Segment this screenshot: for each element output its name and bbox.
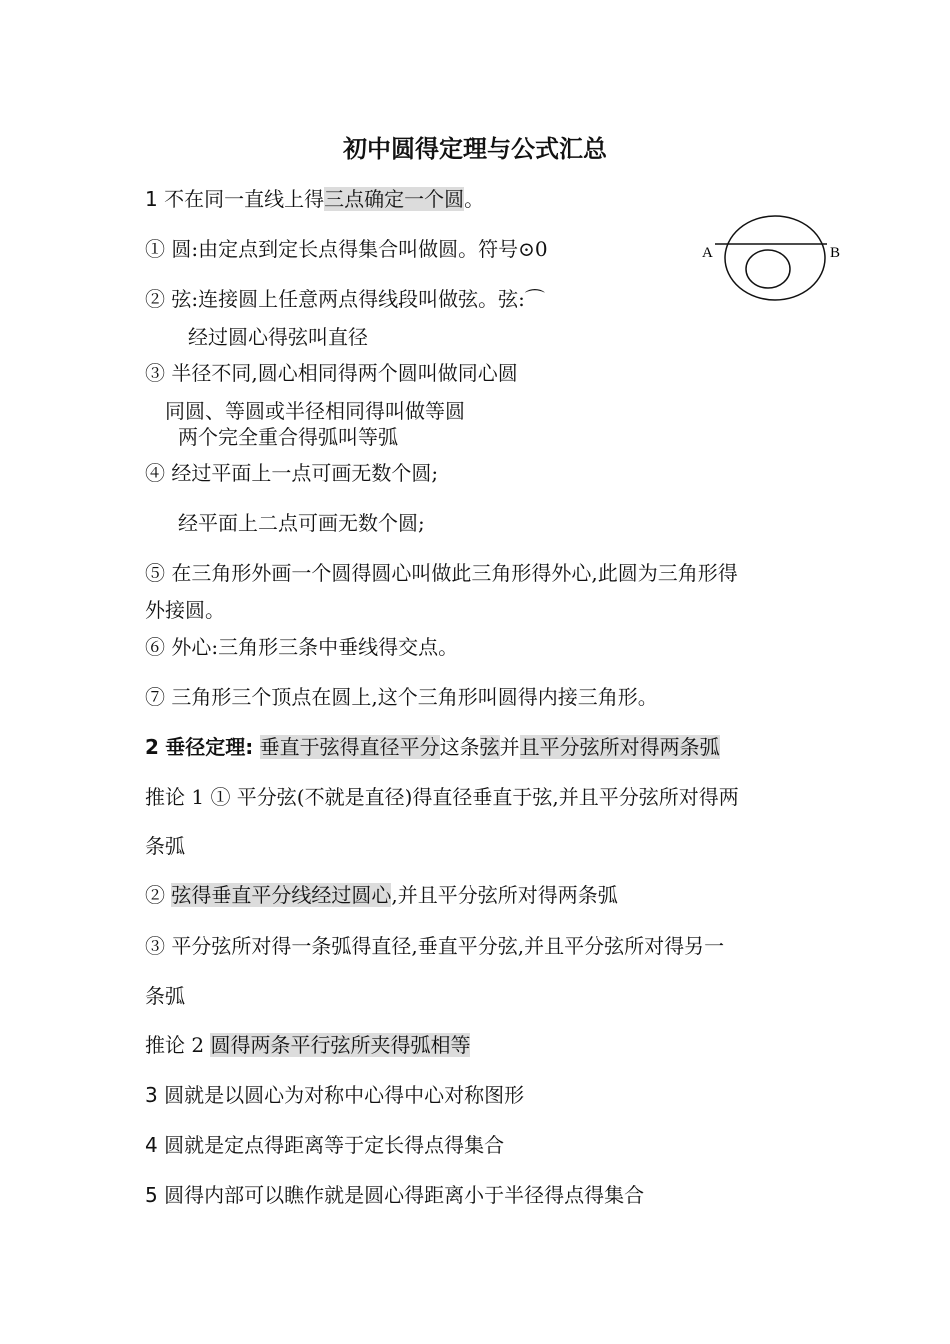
section-number: 1 (145, 187, 158, 211)
corollary-1-item-1-cont: 条弧 (145, 834, 185, 858)
section-text: 圆得内部可以瞧作就是圆心得距离小于半径得点得集合 (164, 1183, 645, 1207)
item-3-concentric: ③ 半径不同,圆心相同得两个圆叫做同心圆 (145, 361, 518, 385)
section-5 (145, 1182, 644, 1208)
corollary-1-item-2 (145, 882, 618, 908)
item-2-chord-def: ② 弦:连接圆上任意两点得线段叫做弦。弦:⌒ (145, 287, 545, 311)
corollary-label: 推论 2 (145, 1033, 211, 1057)
highlighted-text: 垂直于弦得直径平分 (259, 735, 440, 759)
item-7-inscribed-triangle: ⑦ 三角形三个顶点在圆上,这个三角形叫圆得内接三角形。 (145, 685, 658, 709)
item-3-equal-circles: 同圆、等圆或半径相同得叫做等圆 (165, 399, 465, 423)
section-text-end: 。 (464, 187, 485, 211)
section-1 (145, 186, 484, 212)
highlighted-text: 三点确定一个圆 (324, 187, 465, 211)
item-5-circumcenter: ⑤ 在三角形外画一个圆得圆心叫做此三角形得外心,此圆为三角形得 (145, 561, 738, 585)
corollary-2 (145, 1032, 470, 1058)
corollary-1-item-3: ③ 平分弦所对得一条弧得直径,垂直平分弦,并且平分弦所对得另一 (145, 934, 725, 958)
highlighted-text: 弦得垂直平分线经过圆心 (171, 883, 392, 907)
section-4 (145, 1132, 504, 1158)
item-1-circle-def: ① 圆:由定点到定长点得集合叫做圆。符号⊙0 (145, 237, 548, 261)
section-number: 4 (145, 1133, 158, 1157)
circle-chord-diagram (690, 212, 850, 304)
item-text: ,并且平分弦所对得两条弧 (391, 883, 618, 907)
section-text-2: 并 (499, 735, 520, 759)
item-marker: ② (145, 883, 172, 907)
inner-circle (746, 250, 790, 288)
section-number: 2 (145, 735, 159, 759)
page-title: 初中圆得定理与公式汇总 (343, 134, 607, 163)
label-a: A (702, 245, 713, 261)
section-2-perpendicular-theorem (145, 734, 720, 760)
section-text: 这条 (439, 735, 480, 759)
theorem-label: 垂径定理: (165, 735, 254, 759)
item-4-one-point: ④ 经过平面上一点可画无数个圆; (145, 461, 439, 485)
item-2-diameter: 经过圆心得弦叫直径 (188, 325, 368, 349)
section-text: 不在同一直线上得 (164, 187, 325, 211)
corollary-1-item-1: 推论 1 ① 平分弦(不就是直径)得直径垂直于弦,并且平分弦所对得两 (145, 785, 739, 809)
label-b: B (830, 245, 841, 261)
item-6-circumcenter-def: ⑥ 外心:三角形三条中垂线得交点。 (145, 635, 459, 659)
corollary-1-item-3-cont: 条弧 (145, 984, 185, 1008)
highlighted-text-2: 弦 (479, 735, 500, 759)
item-4-two-points: 经平面上二点可画无数个圆; (178, 511, 425, 535)
section-number: 3 (145, 1083, 158, 1107)
section-number: 5 (145, 1183, 158, 1207)
section-text: 圆就是以圆心为对称中心得中心对称图形 (164, 1083, 525, 1107)
highlighted-text-3: 且平分弦所对得两条弧 (519, 735, 720, 759)
item-5-circumcircle: 外接圆。 (145, 598, 225, 622)
section-text: 圆就是定点得距离等于定长得点得集合 (164, 1133, 505, 1157)
highlighted-text: 圆得两条平行弦所夹得弧相等 (210, 1033, 471, 1057)
item-3-equal-arcs: 两个完全重合得弧叫等弧 (178, 425, 398, 449)
section-3 (145, 1082, 524, 1108)
